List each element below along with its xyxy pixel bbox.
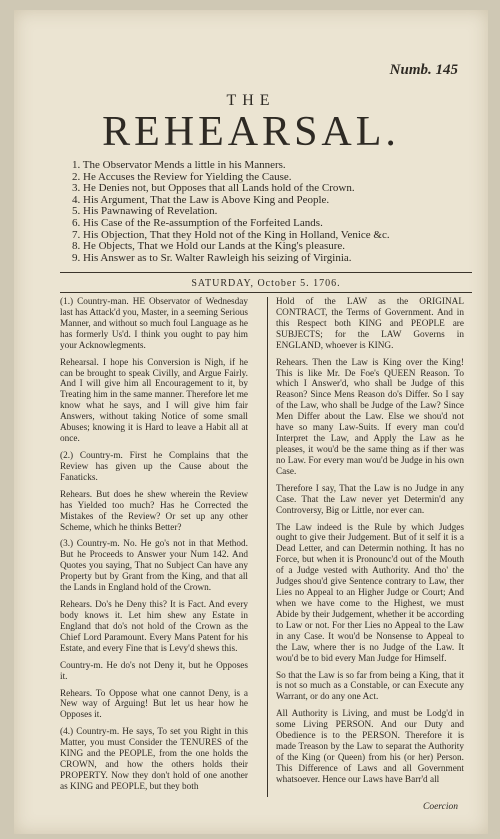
paragraph: (4.) Country-m. He says, To set you Right in this Matter, you must Consider the TENURES of the KING and the PEOPLE, from the one holds the CROWN, and how the others holds their PROPERTY. Now they don't hold of one another as KING and PEOPLE, but they both: [60, 727, 248, 792]
contents-item: 5. His Pawnawing of Revelation.: [72, 206, 218, 218]
contents-item: 9. His Answer as to Sr. Walter Rawleigh his seizing of Virginia.: [72, 252, 352, 264]
contents-item: 7. His Objection, That they Hold not of the King in Holland, Venice &c.: [72, 229, 390, 241]
contents-item: 2. He Accuses the Review for Yielding the Cause.: [72, 171, 292, 183]
masthead-the: THE: [226, 92, 276, 109]
paragraph: The Law indeed is the Rule by which Judges ought to give their Judgement. But of it self it is a Dead Letter, and can Determin nothing. It has no Force, but when it is Pronounc'd out of the Mouth of a Judge vested with Authority. And tho' the Judges shou'd give Sentence contrary to Law, ther Lies no Appeal to an Higher Judge or Court; And when we have come to the Highest, we must Abide by their Judgement, whether it be according to Law or not. For ther Lies no Appeal to the Law in any Case. It wou'd be Nonsense to Appeal to the Law, where ther is no Judge of the Law. It wou'd be to bid every Man Judge for Himself.: [276, 522, 464, 664]
paragraph: (3.) Country-m. No. He go's not in that Method. But he Proceeds to Answer your Num 142. And Quotes you saying, That no Subject Can have any Property but by Grant from the King, and that all the Lands in England hold of the Crown.: [60, 539, 248, 594]
column-divider: [267, 297, 268, 797]
paragraph: So that the Law is so far from being a King, that it is not so much as a Constable, or can Execute any Warrant, or do any one Act.: [276, 670, 464, 703]
masthead-title: REHEARSAL.: [102, 109, 400, 155]
paragraph: (2.) Country-m. First he Complains that the Review has given up the Cause about the Fanaticks.: [60, 450, 248, 483]
contents-item: 3. He Denies not, but Opposes that all Lands hold of the Crown.: [72, 183, 355, 195]
paragraph: Rehears. But does he shew wherein the Review has Yielded too much? Has he Corrected the Mistakes of the Review? Or set up any other Scheme, which he thinks Better?: [60, 489, 248, 533]
catchword: Coercion: [422, 802, 458, 812]
paragraph: Country-m. He do's not Deny it, but he Opposes it.: [60, 660, 248, 682]
issue-date: SATURDAY, October 5. 1706.: [191, 278, 341, 289]
contents-item: 4. His Argument, That the Law is Above King and People.: [72, 194, 330, 206]
contents-item: 1. The Observator Mends a little in his Manners.: [72, 160, 286, 171]
paragraph: Therefore I say, That the Law is no Judge in any Case. That the Law never yet Determin'd any Controversy, Big or Little, nor ever can.: [276, 483, 464, 516]
paragraph: Rehears. To Oppose what one cannot Deny, is a New way of Arguing! But let us hear how he Opposes it.: [60, 688, 248, 721]
paragraph: Rehears. Then the Law is King over the King! This is like Mr. De Foe's QUEEN Reason. To which I Answer'd, who shall be Judge of this Reason? Since Mens Reason do's Differ. So I say of the Law, who shall be Judge of the Law? Since Men Differ about the Law. Else we shou'd not have so many Law-Suits. If every man cou'd Interpret the Law, and Apply the Law as he pleases, it wou'd be the same thing as if ther was no Law. For every man wou'd be Judge in his own Case.: [276, 357, 464, 477]
contents-list: [72, 160, 482, 264]
rule-bottom: [60, 292, 472, 293]
contents-item: 6. His Case of the Re-assumption of the Forfeited Lands.: [72, 217, 323, 229]
newspaper-page: [14, 10, 488, 834]
paragraph: Rehearsal. I hope his Conversion is Nigh, if he can be brought to speak Civilly, and Argue Fairly. And I will give him all Encouragement to it, by Treating him in the same manner. Therefore let me know what he says, and I will give him fair Answers, without taking Notice of some small Abuses; knowing it is Hard to leave a Habit all at once.: [60, 357, 248, 445]
issue-number: Numb. 145: [389, 62, 458, 78]
left-column: [60, 297, 248, 799]
paragraph: Rehears. Do's he Deny this? It is Fact. And every body knows it. Let him shew any Estate in England that do's not hold of the Crown as the Chief Lord Paramount. Every Mans Patent for his Estate, and every Fine that is Levy'd shews this.: [60, 600, 248, 654]
rule-top: [60, 272, 472, 273]
contents-item: 8. He Objects, That we Hold our Lands at the King's pleasure.: [72, 241, 346, 253]
right-column: [276, 297, 464, 792]
paragraph: All Authority is Living, and must be Lodg'd in some Living PERSON. And our Duty and Obedience is to the PERSON. Therefore it is made Treason by the Law to separat the Authority of the King (or Queen) from his (or her) Person. This Difference of Laws and all Government whatsoever. Hence our Laws have Barr'd all: [276, 709, 464, 785]
paragraph: (1.) Country-man. HE Observator of Wednesday last has Attack'd you, Master, in a seeming Serious Manner, and without so much foul Language as he has formerly Us'd. I think you ought to pay him your Acknowlegments.: [60, 297, 248, 351]
paragraph: Hold of the LAW as the ORIGINAL CONTRACT, the Terms of Government. And in this Respect both KING and PEOPLE are SUBJECTS; for the LAW Governs in ENGLAND, whoever is KING.: [276, 297, 464, 351]
